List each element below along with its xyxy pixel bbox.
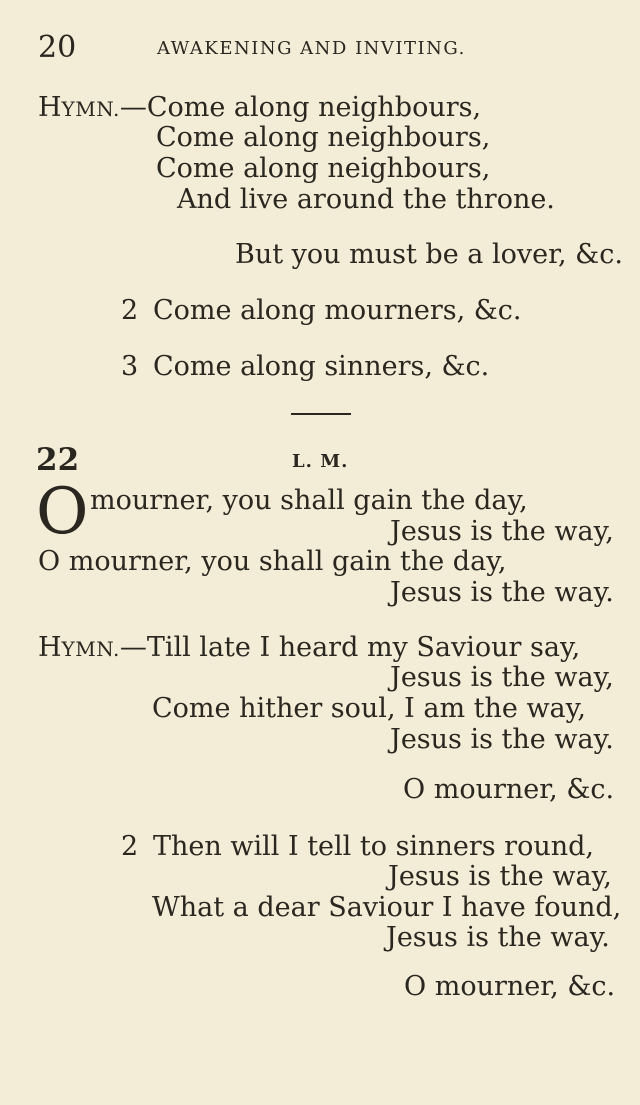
- refrain-line: But you must be a lover, &c.: [235, 239, 623, 270]
- hymn-label-initial: H: [38, 632, 62, 663]
- verse-line: Jesus is the way.: [386, 922, 610, 953]
- chorus-line: Jesus is the way.: [390, 724, 614, 755]
- refrain-line: O mourner, &c.: [404, 971, 616, 1002]
- verse-line: Come along mourners, &c.: [153, 295, 522, 326]
- verse-line: Jesus is the way.: [390, 577, 614, 608]
- verse-line: Jesus is the way,: [388, 861, 612, 892]
- hymn-label: [38, 634, 580, 661]
- verse-line: What a dear Saviour I have found,: [152, 892, 622, 923]
- verse-number: 2: [121, 295, 139, 326]
- chorus-line: —Till late I heard my Saviour say,: [119, 632, 581, 663]
- hymn-label-initial: H: [38, 92, 62, 123]
- verse-line: Then will I tell to sinners round,: [153, 831, 594, 862]
- chorus-line: Jesus is the way,: [390, 662, 614, 693]
- hymn-line: —Come along neighbours,: [119, 92, 482, 123]
- hymn-line: And live around the throne.: [177, 184, 555, 215]
- verse-number: 3: [121, 351, 139, 382]
- refrain-line: O mourner, &c.: [403, 774, 615, 805]
- verse-number: 2: [121, 831, 139, 862]
- chorus-line: Come hither soul, I am the way,: [152, 693, 586, 724]
- hymn-line: Come along neighbours,: [156, 122, 491, 153]
- section-divider: [291, 413, 351, 415]
- verse-line: O mourner, you shall gain the day,: [38, 546, 507, 577]
- hymn-label-rest: YMN.: [61, 97, 120, 121]
- verse-line: Jesus is the way,: [390, 516, 614, 547]
- verse-line: mourner, you shall gain the day,: [90, 485, 528, 516]
- hymn-line: Come along neighbours,: [156, 153, 491, 184]
- meter-label: L. M.: [292, 451, 349, 472]
- running-title: AWAKENING AND INVITING.: [157, 38, 466, 59]
- hymn-label: [38, 94, 481, 121]
- hymn-label-rest: YMN.: [61, 637, 120, 661]
- page-number: 20: [38, 30, 77, 65]
- verse-line: Come along sinners, &c.: [153, 351, 490, 382]
- drop-cap: O: [36, 475, 89, 549]
- hymn-number: 22: [36, 442, 80, 478]
